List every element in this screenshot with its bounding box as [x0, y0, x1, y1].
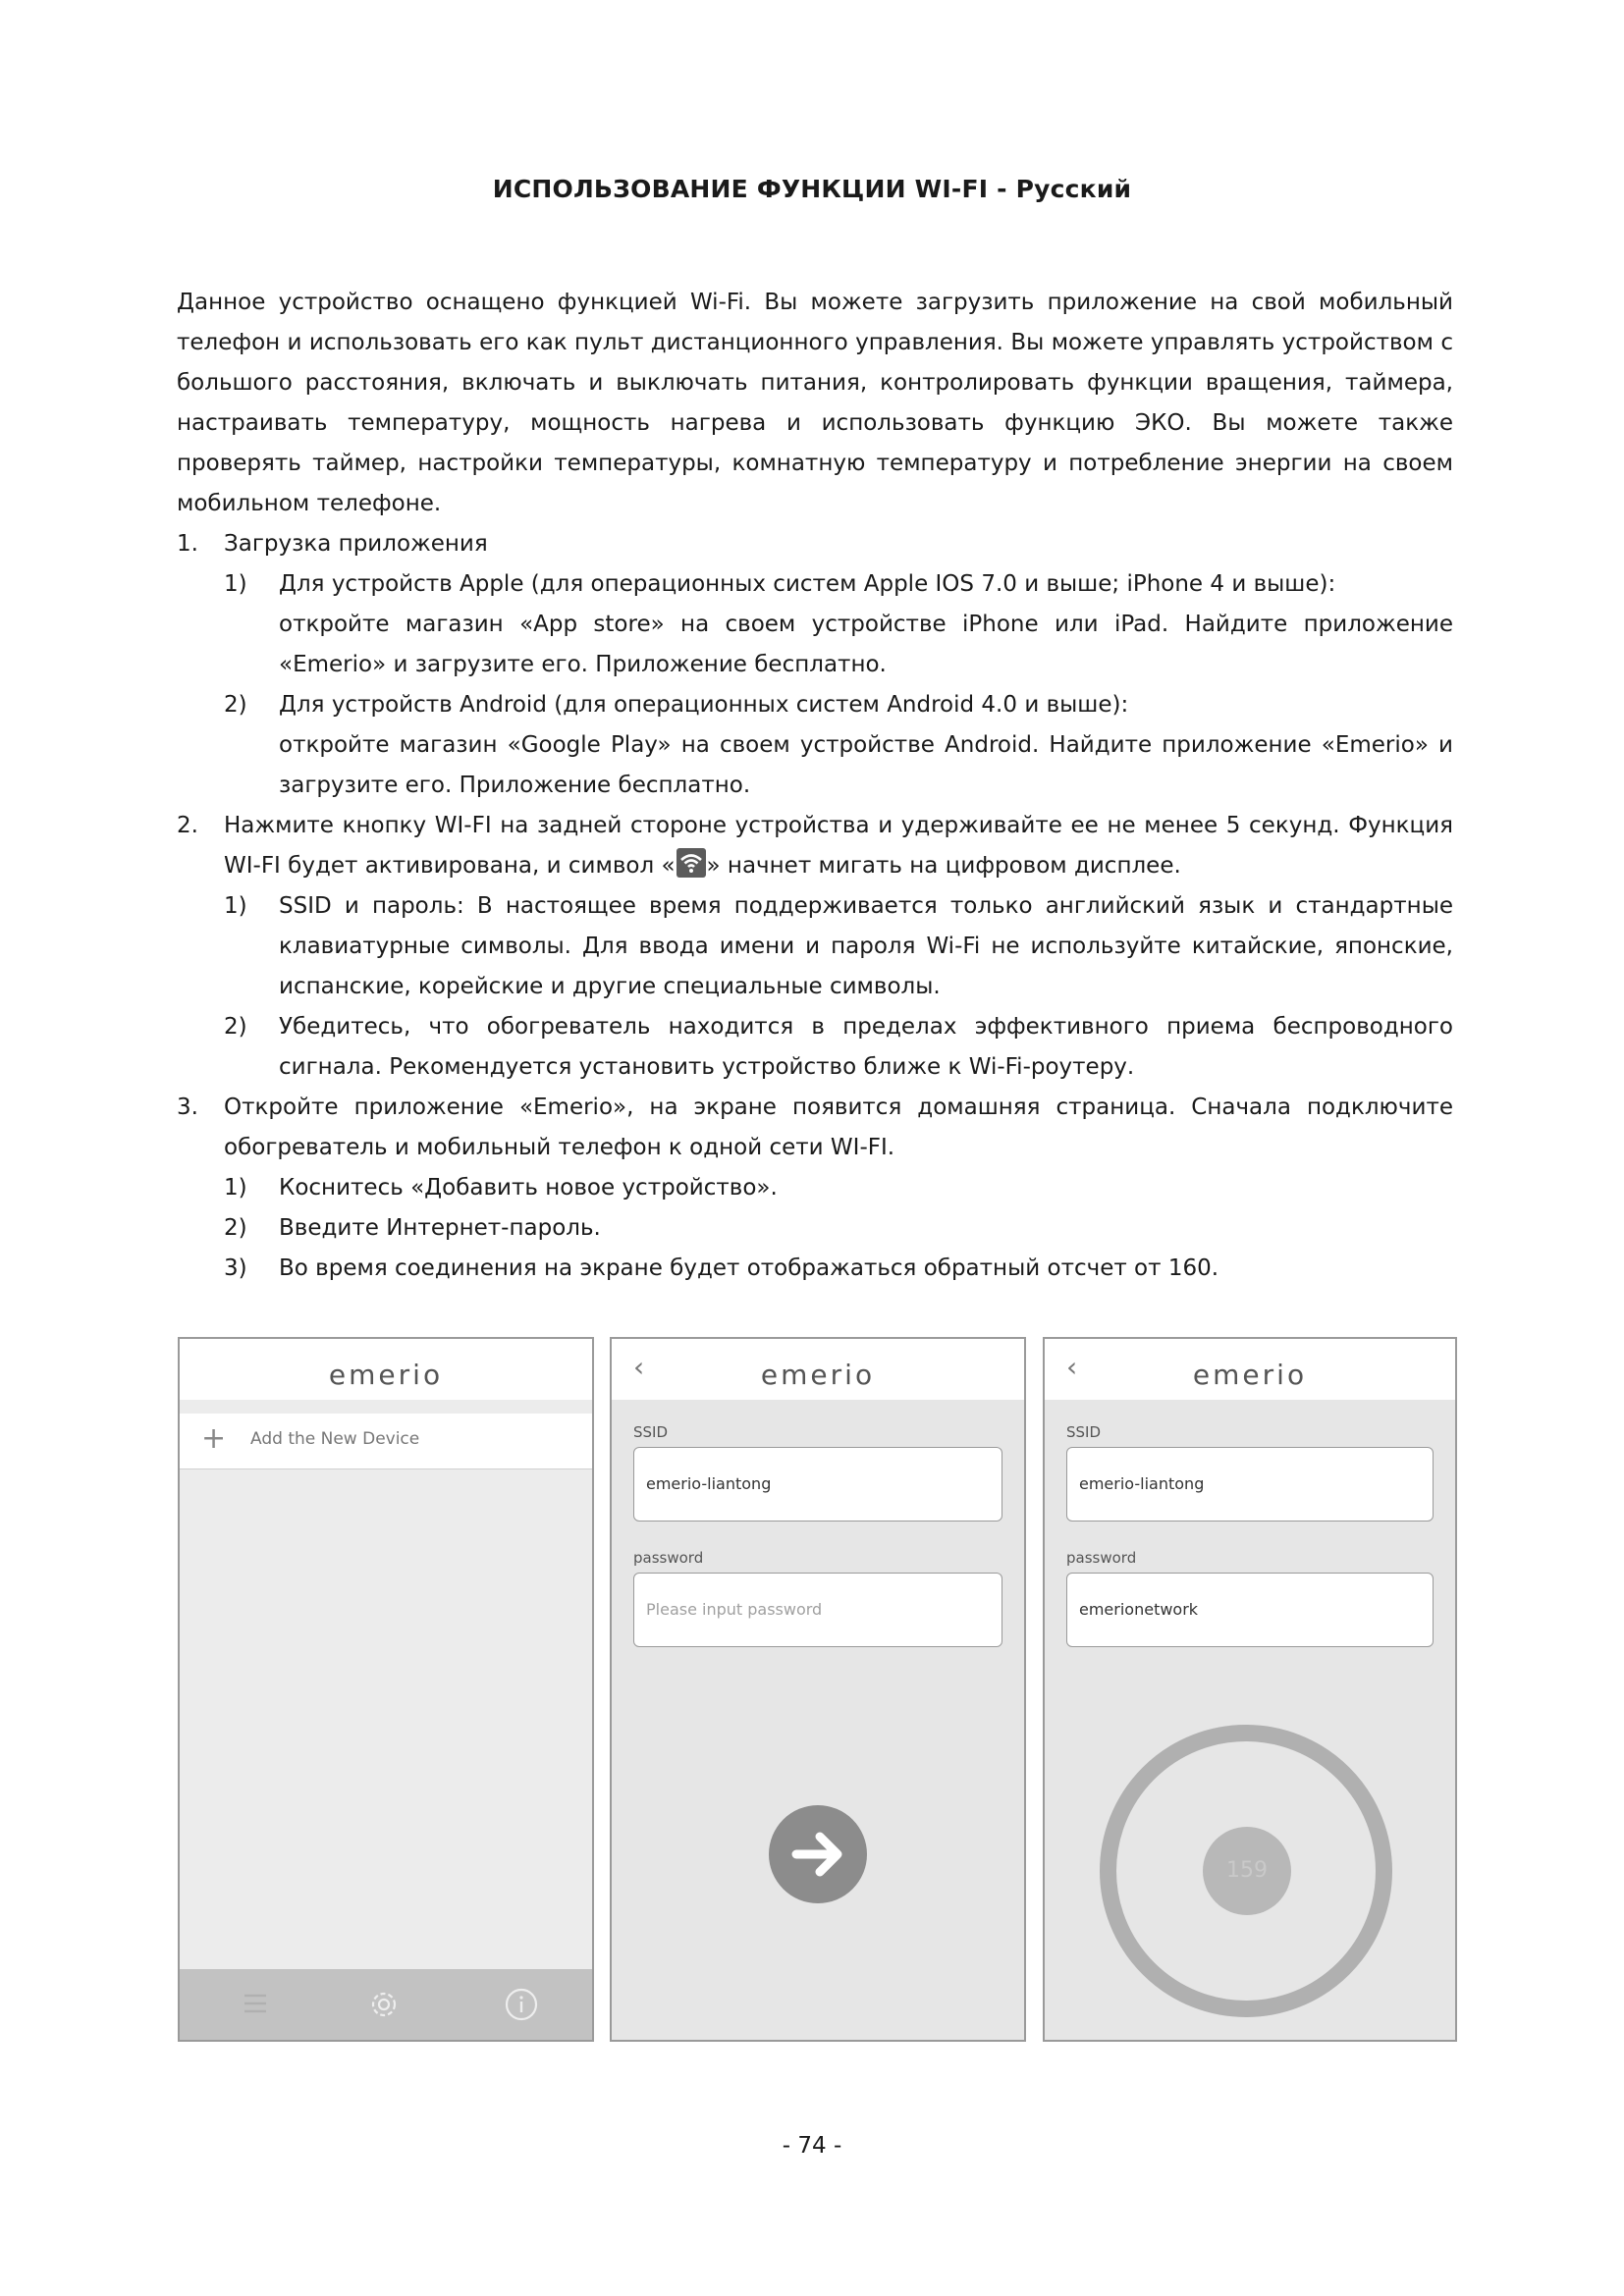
item-text: Для устройств Android (для операционных систем Android 4.0 и выше): [279, 692, 1129, 718]
countdown-indicator [1203, 1827, 1291, 1915]
section-1 [177, 524, 1453, 564]
app-header [612, 1339, 1024, 1400]
section-number: 3. [177, 1095, 198, 1120]
item-number: 1) [224, 1175, 247, 1201]
password-input[interactable] [1066, 1573, 1434, 1647]
item-text: Во время соединения на экране будет отображаться обратный отсчет от 160. [279, 1255, 1219, 1281]
add-device-label: Add the New Device [250, 1429, 420, 1449]
section-2-item-2 [177, 1007, 1453, 1088]
wifi-icon [677, 848, 706, 878]
document-body [177, 283, 1453, 1289]
item-number: 1) [224, 571, 247, 597]
plus-icon: + [201, 1421, 227, 1456]
item-text: Введите Интернет-пароль. [279, 1215, 601, 1241]
item-text: SSID и пароль: В настоящее время поддерживается только английский язык и стандартные клавиатурные символы. Для ввода имени и пароля Wi-Fi не используйте китайские, японские, испанские, корейские и другие специальные символы. [279, 893, 1453, 999]
section-3 [177, 1088, 1453, 1168]
phone-screen-home [178, 1337, 594, 2042]
section-3-item-3 [177, 1249, 1453, 1289]
password-label: password [633, 1549, 704, 1567]
connect-arrow-button[interactable] [769, 1805, 867, 1903]
section-1-item-2 [177, 685, 1453, 806]
password-label: password [1066, 1549, 1137, 1567]
ssid-value: emerio-liantong [1079, 1474, 1205, 1493]
page-title: ИСПОЛЬЗОВАНИЕ ФУНКЦИИ WI-FI - Русский [492, 175, 1132, 203]
item-text: Убедитесь, что обогреватель находится в пределах эффективного приема беспроводного сигнала. Рекомендуется установить устройство ближе к Wi-Fi-роутеру. [279, 1014, 1453, 1080]
phone-screen-connect [610, 1337, 1026, 2042]
section-number: 1. [177, 531, 198, 557]
section-text: Откройте приложение «Emerio», на экране появится домашняя страница. Сначала подключите обогреватель и мобильный телефон к одной сети WI-FI. [224, 1095, 1453, 1160]
phone-screen-countdown [1043, 1337, 1457, 2042]
ssid-input[interactable] [1066, 1447, 1434, 1522]
countdown-number: 159 [1226, 1858, 1268, 1883]
section-3-item-2 [177, 1208, 1453, 1249]
section-1-item-1 [177, 564, 1453, 685]
item-text: Для устройств Apple (для операционных систем Apple IOS 7.0 и выше; iPhone 4 и выше): [279, 571, 1336, 597]
intro-paragraph: Данное устройство оснащено функцией Wi-Fi. Вы можете загрузить приложение на свой мобильный телефон и использовать его как пульт дистанционного управления. Вы можете управлять устройством с большого расстояния, включать и выключать питания, контролировать функции вращения, таймера, настраивать температуру, мощность нагрева и использовать функцию ЭКО. Вы можете также проверять таймер, настройки температуры, комнатную температуру и потребление энергии на своем мобильном телефоне. [177, 290, 1453, 516]
section-2-item-1 [177, 886, 1453, 1007]
back-arrow-icon[interactable]: ‹ [1066, 1351, 1078, 1383]
password-input[interactable] [633, 1573, 1002, 1647]
settings-gear-icon[interactable] [366, 1987, 402, 2026]
section-text-before-icon: Нажмите кнопку WI-FI на задней стороне устройства и удерживайте ее не менее 5 секунд. Функция WI-FI будет активирована, и символ « [224, 813, 1453, 879]
password-placeholder: Please input password [646, 1600, 823, 1619]
section-text-after-icon: » начнет мигать на цифровом дисплее. [706, 853, 1181, 879]
info-icon[interactable] [504, 1987, 539, 2026]
menu-icon[interactable] [241, 1987, 270, 2024]
ssid-label: SSID [1066, 1423, 1102, 1441]
page-number: - 74 - [782, 2133, 842, 2159]
item-number: 2) [224, 1014, 247, 1040]
ssid-label: SSID [633, 1423, 669, 1441]
back-arrow-icon[interactable]: ‹ [633, 1351, 645, 1383]
section-3-item-1 [177, 1168, 1453, 1208]
item-number: 3) [224, 1255, 247, 1281]
section-2 [177, 806, 1453, 886]
item-number: 2) [224, 1215, 247, 1241]
item-text: Коснитесь «Добавить новое устройство». [279, 1175, 778, 1201]
arrow-right-icon [769, 1805, 867, 1903]
section-text: Загрузка приложения [224, 531, 488, 557]
item-detail: откройте магазин «Google Play» на своем устройстве Android. Найдите приложение «Emerio» и загрузите его. Приложение бесплатно. [279, 732, 1453, 798]
item-number: 2) [224, 692, 247, 718]
bottom-nav-bar [180, 1969, 592, 2040]
password-value: emerionetwork [1079, 1600, 1199, 1619]
emerio-logo: emerio [760, 1359, 876, 1391]
emerio-logo: emerio [328, 1359, 444, 1391]
app-header [180, 1339, 592, 1400]
emerio-logo: emerio [1192, 1359, 1308, 1391]
item-number: 1) [224, 893, 247, 919]
ssid-input[interactable] [633, 1447, 1002, 1522]
ssid-value: emerio-liantong [646, 1474, 772, 1493]
app-header [1045, 1339, 1455, 1400]
item-detail: откройте магазин «App store» на своем устройстве iPhone или iPad. Найдите приложение «Emerio» и загрузите его. Приложение бесплатно. [279, 612, 1453, 677]
add-device-row[interactable] [180, 1414, 592, 1469]
section-number: 2. [177, 813, 198, 838]
